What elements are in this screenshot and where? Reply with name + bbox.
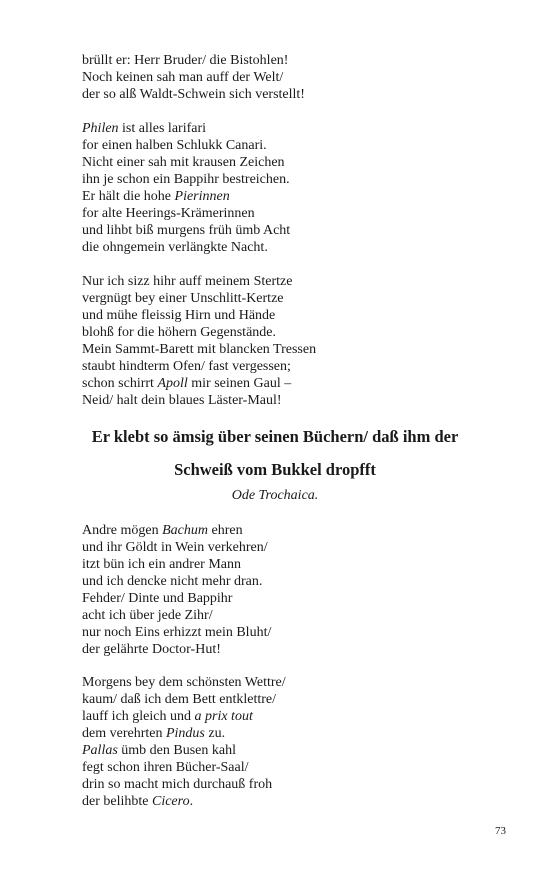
poem-stanza-5 [82, 674, 512, 810]
poem-title-line-2: Schweiß vom Bukkel dropfft [174, 460, 376, 479]
poem-subtitle: Ode Trochaica. [231, 488, 319, 503]
poem-line [82, 307, 512, 324]
italic-text: a prix tout [194, 709, 253, 724]
line-text: zu. [204, 726, 226, 741]
line-text: for alte Heerings-Krämerinnen [82, 206, 255, 221]
line-text: nur noch Eins erhizzt mein Bluht/ [82, 625, 272, 640]
line-text: Andre mögen [82, 523, 163, 538]
poem-line [82, 137, 512, 154]
line-text: blohß for die höhern Gegenstände. [82, 325, 276, 340]
poem-line [82, 239, 512, 256]
poem-title-line-1: Er klebt so ämsig über seinen Büchern/ daß ihm der [91, 427, 459, 446]
poem-line [82, 69, 512, 86]
line-text: und ihr Göldt in Wein verkehren/ [82, 540, 268, 555]
poem-line [82, 793, 512, 810]
line-text: Mein Sammt-Barett mit blancken Tressen [82, 342, 317, 357]
line-text: der belihbte [82, 794, 152, 809]
poem-line [82, 522, 512, 539]
poem-line [82, 120, 512, 137]
poem-line [82, 188, 512, 205]
poem-line [82, 691, 512, 708]
poem-line [82, 358, 512, 375]
line-text: der gelährte Doctor-Hut! [82, 642, 221, 657]
poem-line [82, 273, 512, 290]
poem-line [82, 607, 512, 624]
line-text: lauff ich gleich und [82, 709, 195, 724]
poem-line [82, 324, 512, 341]
poem-stanza-2 [82, 120, 512, 256]
italic-text: Cicero [151, 794, 190, 809]
poem-line [82, 52, 512, 69]
poem-line [82, 392, 512, 409]
line-text: Nur ich sizz hihr auff meinem Stertze [82, 274, 293, 289]
line-text: und lihbt biß murgens früh ümb Acht [82, 223, 291, 238]
poem-line [82, 205, 512, 222]
line-text: mir seinen Gaul – [187, 376, 292, 391]
line-text: Nicht einer sah mit krausen Zeichen [82, 155, 285, 170]
poem-stanza-4 [82, 522, 512, 658]
line-text: Noch keinen sah man auff der Welt/ [82, 70, 284, 85]
poem-line [82, 556, 512, 573]
line-text: for einen halben Schlukk Canari. [82, 138, 267, 153]
line-text: . [189, 794, 194, 809]
poem-line [82, 624, 512, 641]
poem-line [82, 674, 512, 691]
line-text: vergnügt bey einer Unschlitt-Kertze [82, 291, 284, 306]
line-text: Morgens bey dem schönsten Wettre/ [82, 675, 286, 690]
line-text: und mühe fleissig Hirn und Hände [82, 308, 276, 323]
line-text: Er hält die hohe [82, 189, 175, 204]
poem-line [82, 375, 512, 392]
italic-text: Philen [82, 121, 119, 136]
poem-stanza-3 [82, 273, 512, 409]
poem-line [82, 641, 512, 658]
italic-text: Pindus [165, 726, 205, 741]
poem-line [82, 725, 512, 742]
line-text: ihn je schon ein Bappihr bestreichen. [82, 172, 290, 187]
line-text: ist alles larifari [118, 121, 207, 136]
italic-text: Apoll [157, 376, 188, 391]
line-text: die ohngemein verlängkte Nacht. [82, 240, 268, 255]
poem-line [82, 759, 512, 776]
poem-line [82, 290, 512, 307]
line-text: staubt hindterm Ofen/ fast vergessen; [82, 359, 291, 374]
line-text: kaum/ daß ich dem Bett entklettre/ [82, 692, 276, 707]
poem-line [82, 708, 512, 725]
poem-line [82, 171, 512, 188]
poem-stanza-1 [82, 52, 512, 103]
line-text: drin so macht mich durchauß froh [82, 777, 273, 792]
line-text: der so alß Waldt-Schwein sich verstellt! [82, 87, 305, 102]
line-text: fegt schon ihren Bücher-Saal/ [82, 760, 249, 775]
poem-line [82, 154, 512, 171]
line-text: schon schirrt [82, 376, 158, 391]
poem-line [82, 222, 512, 239]
line-text: acht ich über jede Zihr/ [82, 608, 213, 623]
italic-text: Pallas [82, 743, 118, 758]
poem-line [82, 86, 512, 103]
line-text: itzt bün ich ein andrer Mann [82, 557, 242, 572]
poem-line [82, 539, 512, 556]
line-text: dem verehrten [82, 726, 166, 741]
italic-text: Pierinnen [174, 189, 230, 204]
poem-line [82, 341, 512, 358]
poem-line [82, 776, 512, 793]
line-text: brüllt er: Herr Bruder/ die Bistohlen! [82, 53, 289, 68]
line-text: Neid/ halt dein blaues Läster-Maul! [82, 393, 282, 408]
italic-text: Bachum [162, 523, 208, 538]
poem-line [82, 590, 512, 607]
line-text: Fehder/ Dinte und Bappihr [82, 591, 233, 606]
line-text: ehren [207, 523, 243, 538]
line-text: und ich dencke nicht mehr dran. [82, 574, 263, 589]
line-text: ümb den Busen kahl [117, 743, 236, 758]
page-number: 73 [495, 825, 506, 837]
poem-line [82, 742, 512, 759]
poem-line [82, 573, 512, 590]
